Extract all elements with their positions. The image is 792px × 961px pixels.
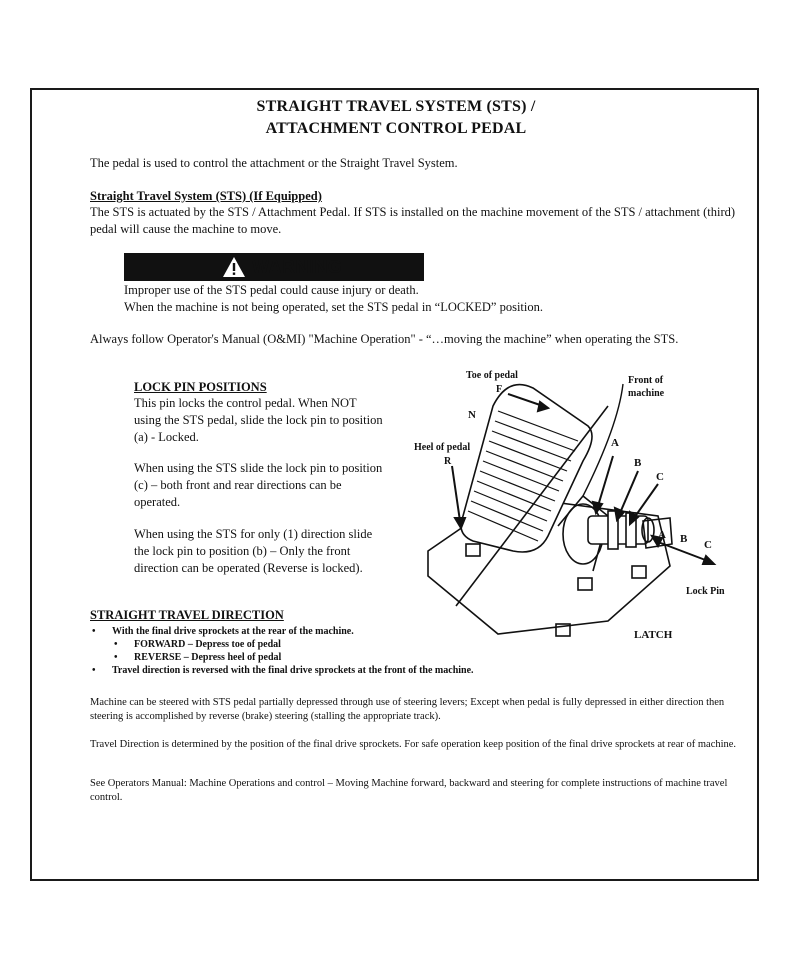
heel-of-pedal-label: Heel of pedal	[414, 442, 471, 453]
pin-position-b: B	[680, 533, 688, 545]
pin-position-a: A	[658, 529, 666, 541]
sts-text: The STS is actuated by the STS / Attachment Pedal. If STS is installed on the machine movement of the STS / attachment (third) pedal will cause the machine to move.	[90, 205, 736, 236]
position-c-label: C	[656, 471, 664, 483]
list-item: • With the final drive sprockets at the rear of the machine.	[90, 625, 730, 638]
follow-manual-text: Always follow Operator's Manual (O&MI) "Machine Operation" - “…moving the machine” when operating the STS.	[90, 332, 679, 346]
position-a-label: A	[611, 437, 619, 449]
heel-letter: R	[444, 456, 452, 467]
sts-heading: Straight Travel System (STS) (If Equipped)	[90, 189, 322, 203]
warning-label: WARNING	[252, 257, 343, 277]
lock-pin-para-1: This pin locks the control pedal. When NOT using the STS pedal, slide the lock pin to position (a) - Locked.	[134, 396, 383, 444]
lock-pin-label: Lock Pin	[686, 586, 725, 597]
lock-pin-para-2: When using the STS slide the lock pin to position (c) – both front and rear directions can be operated.	[134, 461, 383, 509]
steering-paragraph: Machine can be steered with STS pedal partially depressed through use of steering levers; Except when pedal is fully depressed in either direction then steering is accomplished by reverse (brake) steering (stalling the appropriate track).	[90, 697, 725, 722]
sts-pedal-diagram	[408, 366, 768, 656]
front-of-machine-label-2: machine	[628, 388, 665, 399]
front-of-machine-label-1: Front of	[628, 375, 664, 386]
title-line-2: ATTACHMENT CONTROL PEDAL	[265, 120, 527, 137]
latch-label: LATCH	[634, 629, 673, 641]
position-b-label: B	[634, 457, 642, 469]
intro-text: The pedal is used to control the attachment or the Straight Travel System.	[90, 156, 458, 170]
neutral-letter: N	[468, 409, 476, 421]
lock-pin-heading: LOCK PIN POSITIONS	[134, 380, 267, 394]
toe-of-pedal-label: Toe of pedal	[466, 370, 518, 381]
list-item: • REVERSE – Depress heel of pedal	[90, 651, 730, 664]
list-item: • FORWARD – Depress toe of pedal	[90, 638, 730, 651]
title-line-1: STRAIGHT TRAVEL SYSTEM (STS) /	[256, 98, 536, 115]
warning-line-1: Improper use of the STS pedal could cause injury or death.	[124, 283, 419, 297]
direction-paragraph: Travel Direction is determined by the position of the final drive sprockets. For safe operation keep position of the final drive sprockets at rear of machine.	[90, 739, 737, 750]
pedal-body	[461, 385, 592, 552]
warning-line-2: When the machine is not being operated, set the STS pedal in “LOCKED” position.	[124, 300, 544, 314]
toe-letter: F	[496, 384, 503, 395]
travel-direction-heading: STRAIGHT TRAVEL DIRECTION	[90, 608, 284, 622]
list-item: • Travel direction is reversed with the final drive sprockets at the front of the machine.	[90, 664, 730, 677]
pin-position-c: C	[704, 539, 712, 551]
see-manual-paragraph: See Operators Manual: Machine Operations and control – Moving Machine forward, backward and steering for complete instructions of machine travel control.	[90, 778, 728, 803]
lock-pin-para-3: When using the STS for only (1) direction slide the lock pin to position (b) – Only the front direction can be operated (Reverse is locked).	[134, 527, 373, 575]
